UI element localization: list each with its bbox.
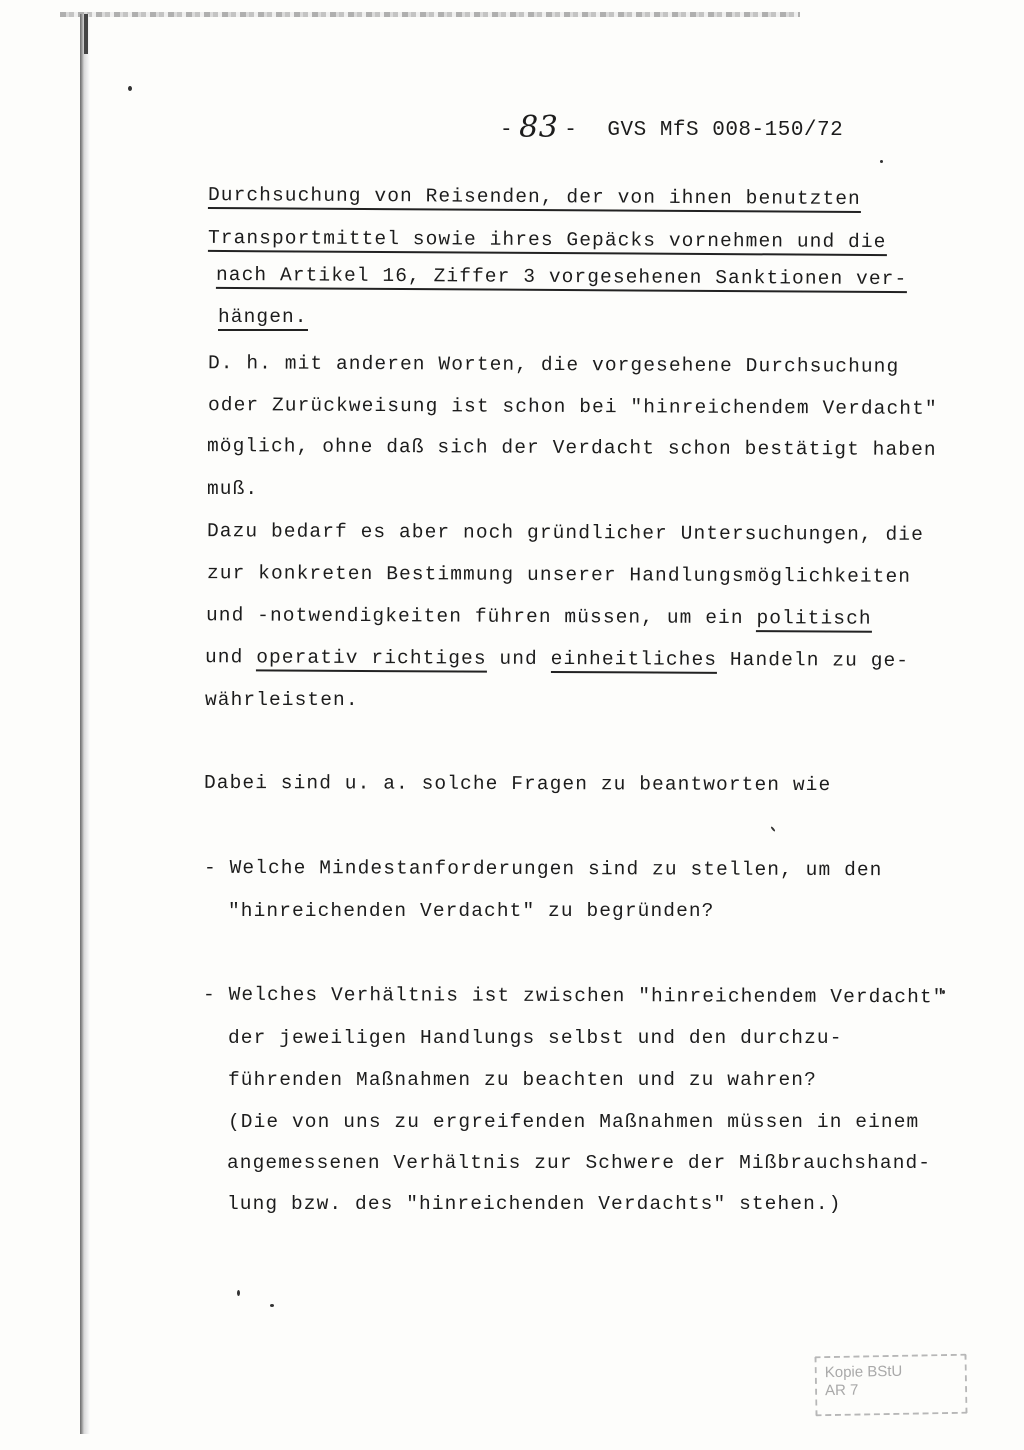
- stamp-line: AR 7: [824, 1381, 859, 1400]
- question-line: - Welches Verhältnis ist zwischen "hinreichendem Verdacht": [202, 983, 946, 1009]
- text-line: [216, 264, 907, 290]
- header-dash-right: -: [564, 119, 578, 142]
- question-line: - Welche Mindestanforderungen sind zu stellen, um den: [203, 856, 883, 882]
- scan-binding-edge: [80, 14, 90, 1434]
- underlined-text: einheitliches: [551, 648, 718, 674]
- text-line: Dazu bedarf es aber noch gründlicher Untersuchungen, die: [206, 520, 924, 546]
- question-line: der jeweiligen Handlungs selbst und den durchzu-: [228, 1027, 843, 1049]
- text-span: und: [204, 646, 257, 669]
- question-line: führenden Maßnahmen zu beachten und zu wahren?: [228, 1069, 817, 1091]
- page-number: 83: [519, 110, 559, 145]
- text-line: zur konkreten Bestimmung unserer Handlungsmöglichkeiten: [206, 562, 912, 588]
- text-line: möglich, ohne daß sich der Verdacht schon bestätigt haben: [206, 435, 937, 461]
- question-line: (Die von uns zu ergreifenden Maßnahmen müssen in einem: [228, 1111, 920, 1133]
- classification-mark: GVS MfS 008-150/72: [607, 119, 844, 142]
- scan-speck: [880, 160, 883, 163]
- scan-speck: [270, 1304, 274, 1307]
- scan-top-edge: [60, 12, 800, 17]
- header-dash-left: -: [500, 119, 514, 142]
- question-line: "hinreichenden Verdacht" zu begründen?: [228, 900, 715, 922]
- text-span: Handeln zu ge-: [717, 648, 910, 672]
- question-line: angemessenen Verhältnis zur Schwere der Mißbrauchshand-: [227, 1152, 932, 1174]
- text-line: [206, 604, 872, 629]
- text-span: und: [486, 647, 551, 670]
- question-line: lung bzw. des "hinreichenden Verdachts" stehen.): [227, 1193, 842, 1215]
- page-header: [494, 108, 843, 143]
- text-line: währleisten.: [205, 689, 359, 711]
- scan-speck: [128, 86, 132, 91]
- archive-stamp: [814, 1354, 967, 1417]
- scan-speck: [770, 826, 775, 832]
- text-line: Dabei sind u. a. solche Fragen zu beantworten wie: [203, 771, 832, 797]
- underlined-text: Durchsuchung von Reisenden, der von ihnen benutzten: [208, 184, 861, 213]
- text-line: muß.: [207, 478, 259, 500]
- text-line: oder Zurückweisung ist schon bei "hinreichendem Verdacht": [207, 394, 938, 420]
- text-line: [218, 306, 308, 328]
- underlined-text: hängen.: [218, 306, 308, 331]
- underlined-text: politisch: [756, 607, 871, 633]
- underlined-text: operativ richtiges: [256, 646, 487, 672]
- underlined-text: Transportmittel sowie ihres Gepäcks vornehmen und die: [208, 227, 887, 256]
- text-span: und -notwendigkeiten führen müssen, um ein: [205, 604, 757, 630]
- text-line: [205, 646, 909, 672]
- scan-speck: [237, 1290, 240, 1296]
- text-line: [208, 184, 861, 210]
- underlined-text: nach Artikel 16, Ziffer 3 vorgesehenen Sanktionen ver-: [216, 264, 907, 293]
- text-line: [208, 227, 887, 253]
- text-line: D. h. mit anderen Worten, die vorgesehene Durchsuchung: [207, 352, 900, 378]
- stamp-line: Kopie BStU: [824, 1362, 903, 1382]
- scan-binding-mark: [84, 14, 88, 54]
